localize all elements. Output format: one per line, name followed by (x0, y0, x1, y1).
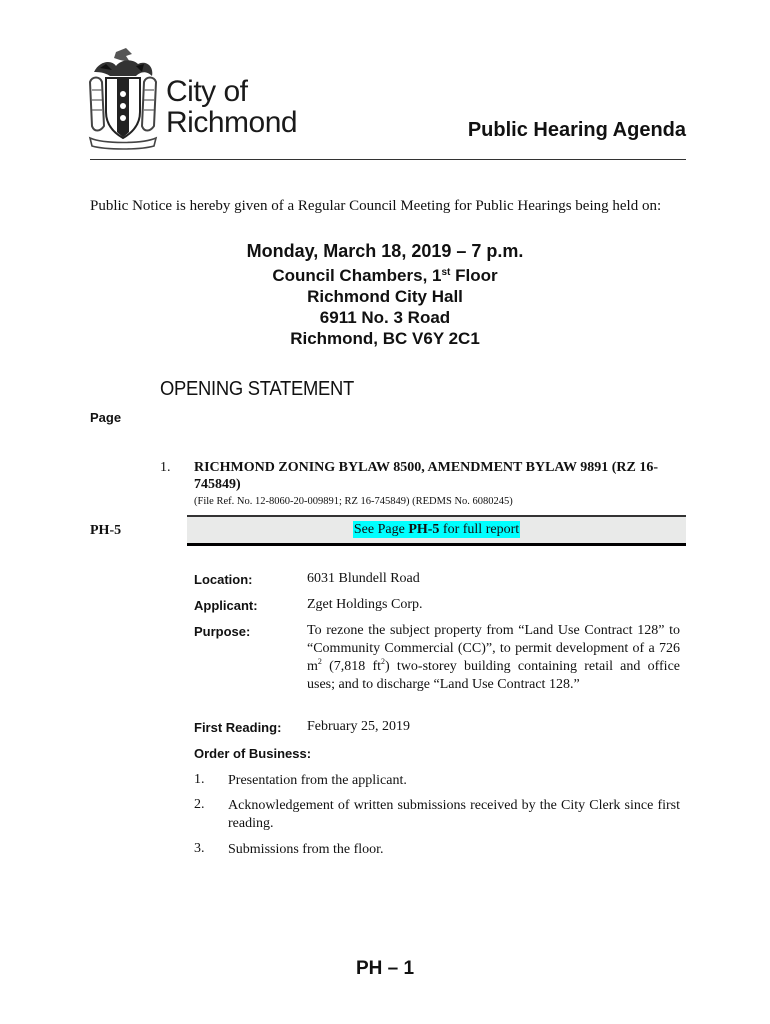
meeting-details (0, 241, 770, 349)
meeting-city: Richmond, BC V6Y 2C1 (290, 329, 480, 348)
report-link-box (187, 515, 686, 546)
venue-floor: Floor (450, 266, 498, 285)
first-reading-label: First Reading: (194, 720, 282, 735)
document-title: Public Hearing Agenda (467, 119, 686, 141)
applicant-label: Applicant: (194, 598, 258, 613)
purpose-text-1: To rezone the subject property from “Land Use Contract 128” to “Community Commercial (CC)”, to permit development of a 726 m (307, 623, 680, 674)
order-item-text: Presentation from the applicant. (228, 773, 407, 788)
order-item-number: 1. (194, 772, 205, 787)
city-logo (86, 46, 296, 154)
location-value: 6031 Blundell Road (307, 571, 420, 586)
meeting-venue (0, 265, 770, 286)
order-item-text: Acknowledgement of written submissions received by the City Clerk since first reading. (228, 798, 680, 831)
meeting-street: 6911 No. 3 Road (319, 308, 451, 327)
report-link-suffix: for full report (439, 522, 520, 537)
venue-text: Council Chambers, 1 (272, 266, 442, 285)
page-number-footer: PH – 1 (355, 958, 415, 979)
coat-of-arms-icon (86, 46, 160, 152)
page-column-label: Page (90, 410, 122, 425)
purpose-value (307, 622, 680, 694)
report-link-prefix: See Page (353, 522, 409, 537)
report-link-page: PH-5 (408, 522, 440, 537)
page-reference: PH-5 (90, 523, 122, 538)
purpose-text-3: ) two-storey building containing retail and office uses; and to discharge “Land Use Contract 128.” (307, 659, 681, 692)
logo-line-1: City of (166, 75, 248, 108)
first-reading-value: February 25, 2019 (307, 719, 411, 734)
logo-wordmark (166, 76, 297, 138)
item-file-reference: (File Ref. No. 12-8060-20-009891; RZ 16-745849) (REDMS No. 6080245) (194, 496, 513, 507)
order-item-number: 2. (194, 797, 205, 812)
meeting-building: Richmond City Hall (307, 287, 463, 306)
order-of-business-label: Order of Business: (194, 746, 312, 761)
venue-ordinal: st (441, 267, 451, 278)
logo-line-2: Richmond (166, 106, 298, 139)
opening-statement-heading: OPENING STATEMENT (160, 378, 354, 400)
purpose-label: Purpose: (194, 624, 251, 639)
purpose-sup-2: 2 (381, 657, 386, 666)
order-item-text: Submissions from the floor. (228, 842, 384, 857)
meeting-datetime: Monday, March 18, 2019 – 7 p.m. (246, 241, 524, 261)
full-report-link[interactable] (353, 521, 520, 538)
item-title: RICHMOND ZONING BYLAW 8500, AMENDMENT BYLAW 9891 (RZ 16-745849) (194, 460, 658, 492)
public-notice: Public Notice is hereby given of a Regular Council Meeting for Public Hearings being held on: (90, 198, 662, 214)
applicant-value: Zget Holdings Corp. (307, 597, 423, 612)
purpose-sup-1: 2 (317, 657, 322, 666)
location-label: Location: (194, 572, 253, 587)
order-item-number: 3. (194, 841, 205, 856)
purpose-text-2: (7,818 ft (321, 659, 382, 674)
item-number: 1. (160, 460, 171, 475)
header-divider (90, 159, 686, 160)
